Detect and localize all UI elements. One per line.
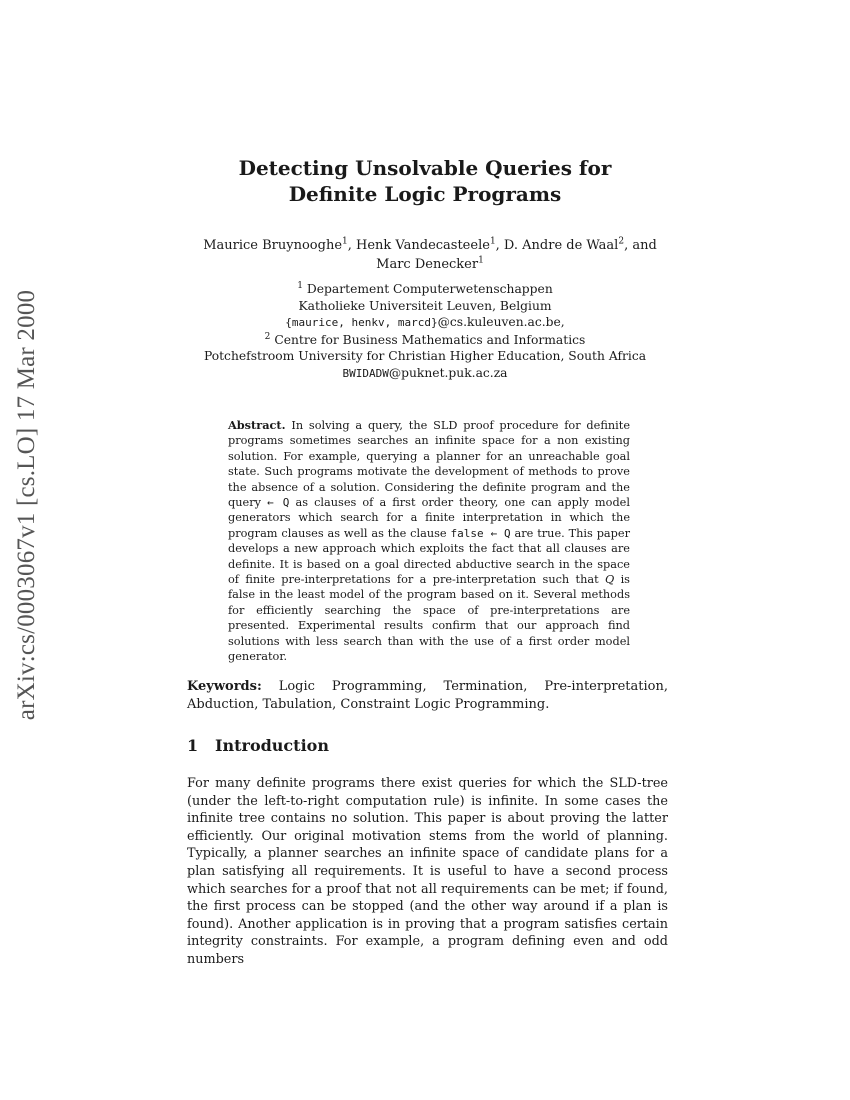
arxiv-identifier: arXiv:cs/0003067v1 [cs.LO] 17 Mar 2000 (13, 289, 40, 721)
query-code: ← Q (267, 496, 290, 510)
email-line (0, 365, 850, 383)
affiliation-mark: 1 (297, 280, 303, 291)
affiliation-line: $^1$ Departement Computerwetenschappen (297, 280, 553, 296)
email-line (0, 314, 850, 332)
section-number: 1 (187, 736, 199, 755)
affiliation-mark: 1 (342, 236, 348, 247)
email-users: {maurice, henkv, marcd} (285, 316, 438, 329)
affiliations (0, 281, 850, 382)
author-list (195, 236, 665, 274)
intro-paragraph: For many definite programs there exist queries for which the SLD-tree (under the left-to-right computation rule) is infinite. In some cases the infinite tree contains no solution. This paper is about proving the latter efficiently. Our original motivation stems from the world of planning. Typically, a planner searches an infinite space of candidate plans for a plan satisfying all requirements. It is useful to have a second process which searches for a proof that not all requirements can be met; if found, the first process can be stopped (and the other way around if a plan is found). Another application is in proving that a program satisfies certain integrity constraints. For example, a program defining even and odd numbers (187, 776, 668, 967)
email-domain: @cs.kuleuven.ac.be, (437, 315, 565, 329)
math-variable: Q (604, 573, 615, 587)
email-user: BWIDADW (342, 366, 389, 380)
keywords-label: Keywords: (187, 679, 262, 694)
title-line-1: Detecting Unsolvable Queries for (238, 156, 612, 180)
keywords: Keywords: Logic Programming, Termination, Pre-interpretation, Abduction, Tabulation, Constraint Logic Programming. (187, 679, 668, 712)
author-name: , and Marc Denecker (376, 238, 657, 272)
section-heading (187, 736, 329, 755)
query-code: ← Q (483, 526, 511, 540)
author-name: , Henk Vandecasteele (347, 238, 490, 253)
affiliation-mark: 1 (489, 236, 496, 247)
false-keyword: false (450, 526, 484, 540)
abstract-label: Abstract. (228, 418, 286, 432)
affiliation-line: $^2$ Centre for Business Mathematics and Informatics (264, 331, 586, 347)
affiliation-mark: 1 (478, 255, 484, 266)
affiliation-line: Potchefstroom University for Christian Higher Education, South Africa (203, 349, 647, 363)
section-title: Introduction (215, 736, 329, 755)
affiliation-line: Katholieke Universiteit Leuven, Belgium (298, 298, 552, 313)
author-name: , D. Andre de Waal (495, 238, 619, 253)
email-domain: @puknet.puk.ac.za (388, 365, 508, 380)
affiliation-mark: 2 (618, 236, 625, 247)
affiliation-mark: 2 (264, 331, 271, 342)
author-name: Maurice Bruynooghe (203, 238, 343, 253)
paper-title (0, 155, 850, 207)
title-line-2: Definite Logic Programs (288, 182, 562, 206)
abstract: Abstract. In solving a query, the SLD proof procedure for definite programs sometimes searches an infinite space for a non existing solution. For example, querying a planner for an unreachable goal state. Such programs motivate the development of methods to prove the absence of a solution. Considering the definite program and the query ← Q as clauses of a first order theory, one can apply model generators which search for a finite interpretation in which the program clauses as well as the clause false ← Q are true. This paper develops a new approach which exploits the fact that all clauses are definite. It is based on a goal directed abductive search in the space of finite pre-interpretations for a pre-interpretation such that Q is false in the least model of the program based on it. Several methods for efficiently searching the space of pre-interpretations are presented. Experimental results confirm that our approach find solutions with less search than with the use of a first order model generator. (228, 418, 631, 664)
